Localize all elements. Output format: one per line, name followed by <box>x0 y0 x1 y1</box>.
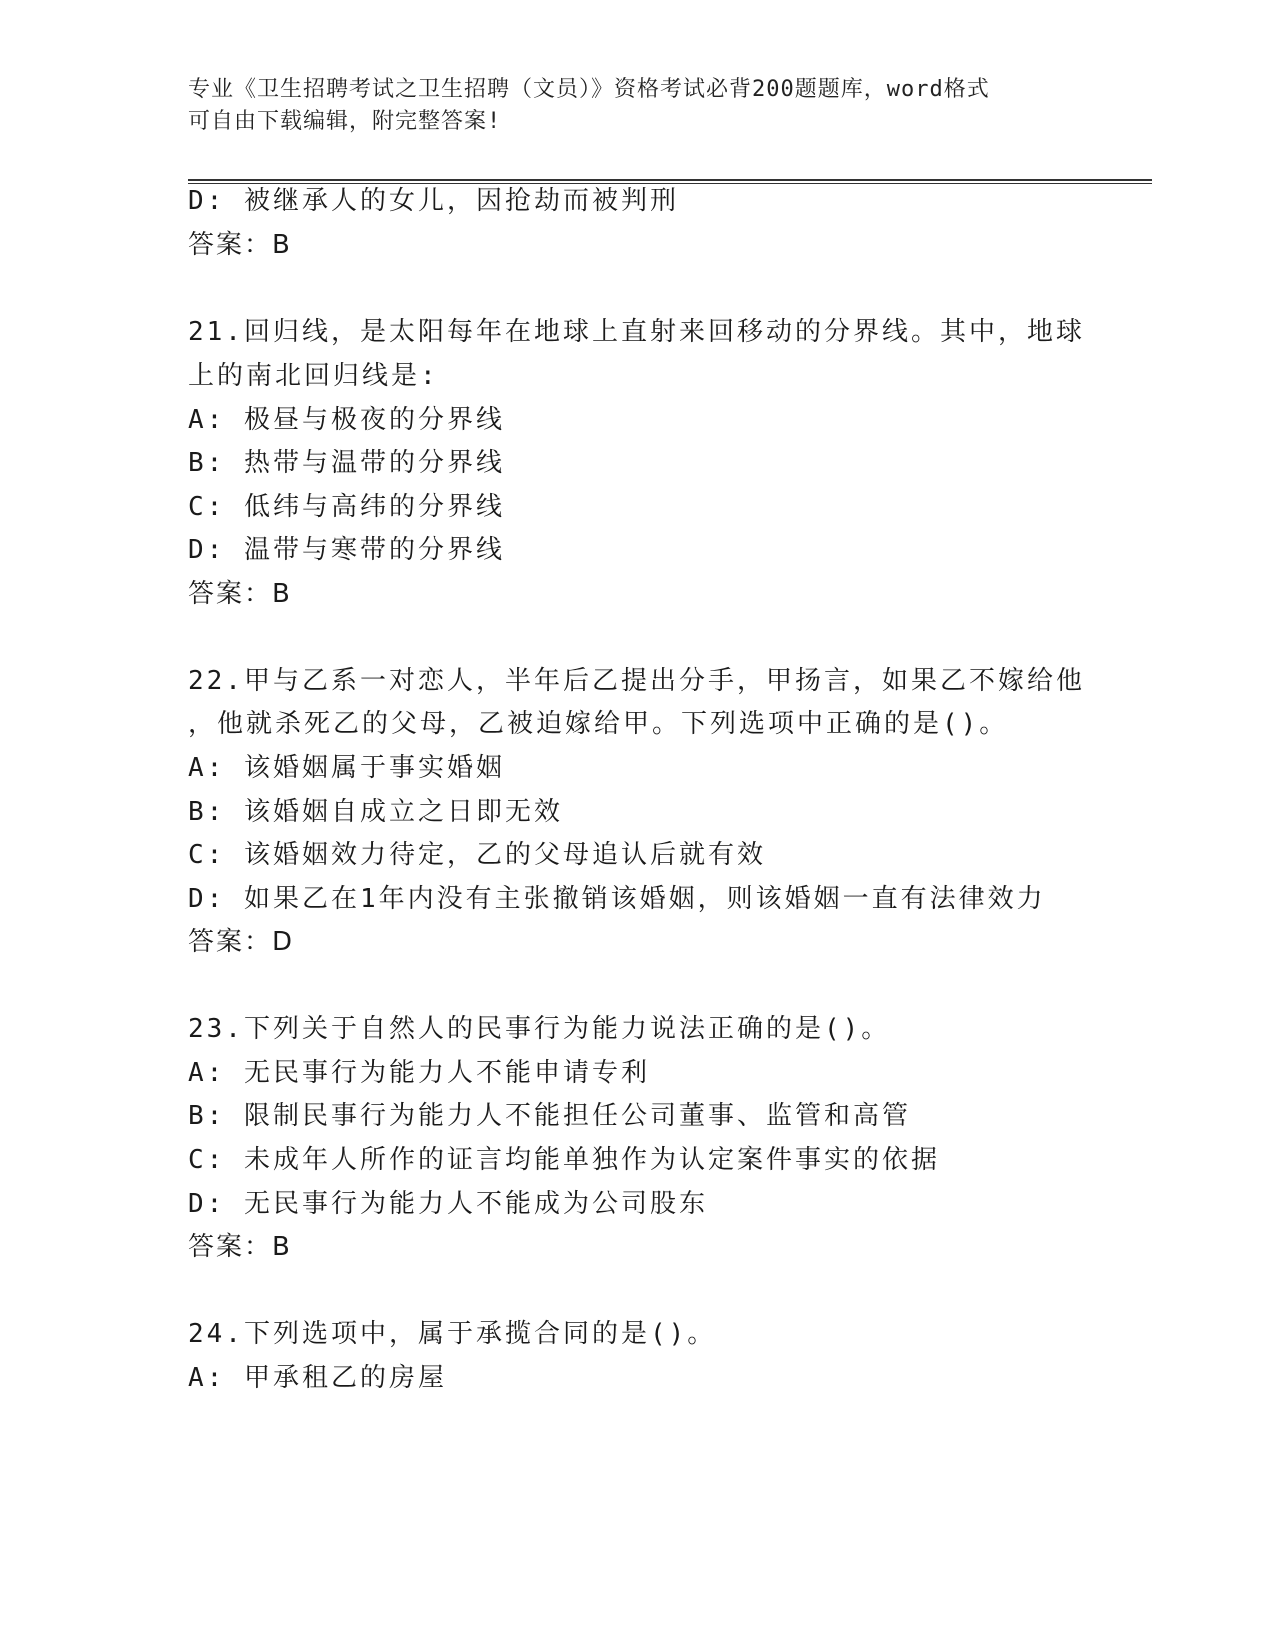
prev-answer: 答案：B <box>188 230 292 260</box>
header-title-line-2: 可自由下载编辑，附完整答案! <box>188 109 502 134</box>
option-b: B: 该婚姻自成立之日即无效 <box>188 797 563 827</box>
option-a: A: 无民事行为能力人不能申请专利 <box>188 1058 650 1088</box>
option-c: C: 低纬与高纬的分界线 <box>188 492 505 522</box>
question-stem: 22.甲与乙系一对恋人，半年后乙提出分手，甲扬言，如果乙不嫁给他 <box>188 666 1085 696</box>
answer: 答案：B <box>188 1232 292 1262</box>
option-a: A: 甲承租乙的房屋 <box>188 1363 447 1393</box>
option-d: D: 如果乙在1年内没有主张撤销该婚姻，则该婚姻一直有法律效力 <box>188 884 1046 914</box>
option-a: A: 该婚姻属于事实婚姻 <box>188 753 505 783</box>
question-stem: 24.下列选项中，属于承揽合同的是()。 <box>188 1319 717 1349</box>
option-b: B: 热带与温带的分界线 <box>188 448 505 478</box>
option-c: C: 该婚姻效力待定，乙的父母追认后就有效 <box>188 840 766 870</box>
option-d: D: 温带与寒带的分界线 <box>188 535 505 565</box>
option-c: C: 未成年人所作的证言均能单独作为认定案件事实的依据 <box>188 1145 940 1175</box>
option-d: D: 无民事行为能力人不能成为公司股东 <box>188 1189 708 1219</box>
question-stem-continued: ，他就杀死乙的父母，乙被迫嫁给甲。下列选项中正确的是()。 <box>188 709 1009 739</box>
header-title-line-1: 专业《卫生招聘考试之卫生招聘（文员）》资格考试必背200题题库，word格式 <box>188 77 990 102</box>
question-stem: 23.下列关于自然人的民事行为能力说法正确的是()。 <box>188 1014 891 1044</box>
answer: 答案：D <box>188 927 295 957</box>
prev-option-d: D: 被继承人的女儿，因抢劫而被判刑 <box>188 186 679 216</box>
question-stem: 21.回归线，是太阳每年在地球上直射来回移动的分界线。其中，地球 <box>188 317 1085 347</box>
document-header <box>188 74 1088 138</box>
answer: 答案：B <box>188 579 292 609</box>
question-stem-continued: 上的南北回归线是: <box>188 361 439 391</box>
option-b: B: 限制民事行为能力人不能担任公司董事、监管和高管 <box>188 1101 911 1131</box>
option-a: A: 极昼与极夜的分界线 <box>188 405 505 435</box>
